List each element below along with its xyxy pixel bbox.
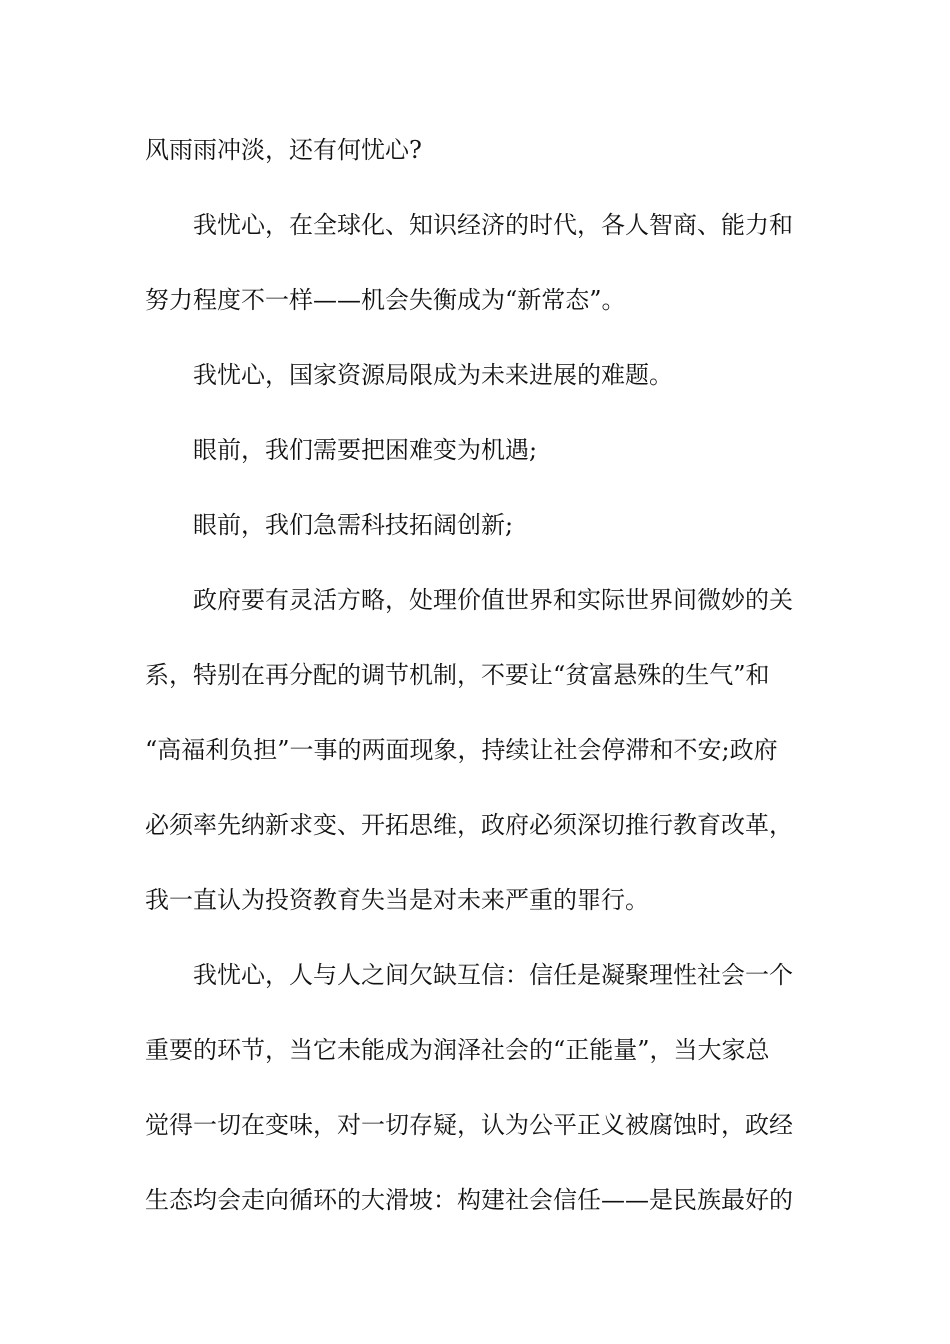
text-line: 我一直认为投资教育失当是对未来严重的罪行。 bbox=[145, 886, 649, 914]
text-line: 我忧心，在全球化、知识经济的时代，各人智商、能力和 bbox=[193, 211, 793, 239]
text-line: 生态均会走向循环的大滑坡：构建社会信任——是民族最好的 bbox=[145, 1186, 793, 1214]
text-line: 努力程度不一样——机会失衡成为“新常态”。 bbox=[145, 286, 626, 314]
text-line: 眼前，我们需要把困难变为机遇; bbox=[193, 436, 538, 464]
text-line: 觉得一切在变味，对一切存疑，认为公平正义被腐蚀时，政经 bbox=[145, 1111, 793, 1139]
text-line: 系，特别在再分配的调节机制，不要让“贫富悬殊的生气”和 bbox=[145, 661, 770, 689]
text-line: 我忧心，国家资源局限成为未来进展的难题。 bbox=[193, 361, 673, 389]
text-line: “高福利负担”一事的两面现象，持续让社会停滞和不安;政府 bbox=[145, 736, 778, 764]
text-line: 必须率先纳新求变、开拓思维，政府必须深切推行教育改革， bbox=[145, 811, 793, 839]
text-line: 重要的环节，当它未能成为润泽社会的“正能量”，当大家总 bbox=[145, 1036, 770, 1064]
text-line: 我忧心，人与人之间欠缺互信：信任是凝聚理性社会一个 bbox=[193, 961, 793, 989]
text-line: 政府要有灵活方略，处理价值世界和实际世界间微妙的关 bbox=[193, 586, 793, 614]
text-line: 眼前，我们急需科技拓阔创新; bbox=[193, 511, 514, 539]
text-line: 风雨雨冲淡，还有何忧心? bbox=[145, 136, 422, 164]
